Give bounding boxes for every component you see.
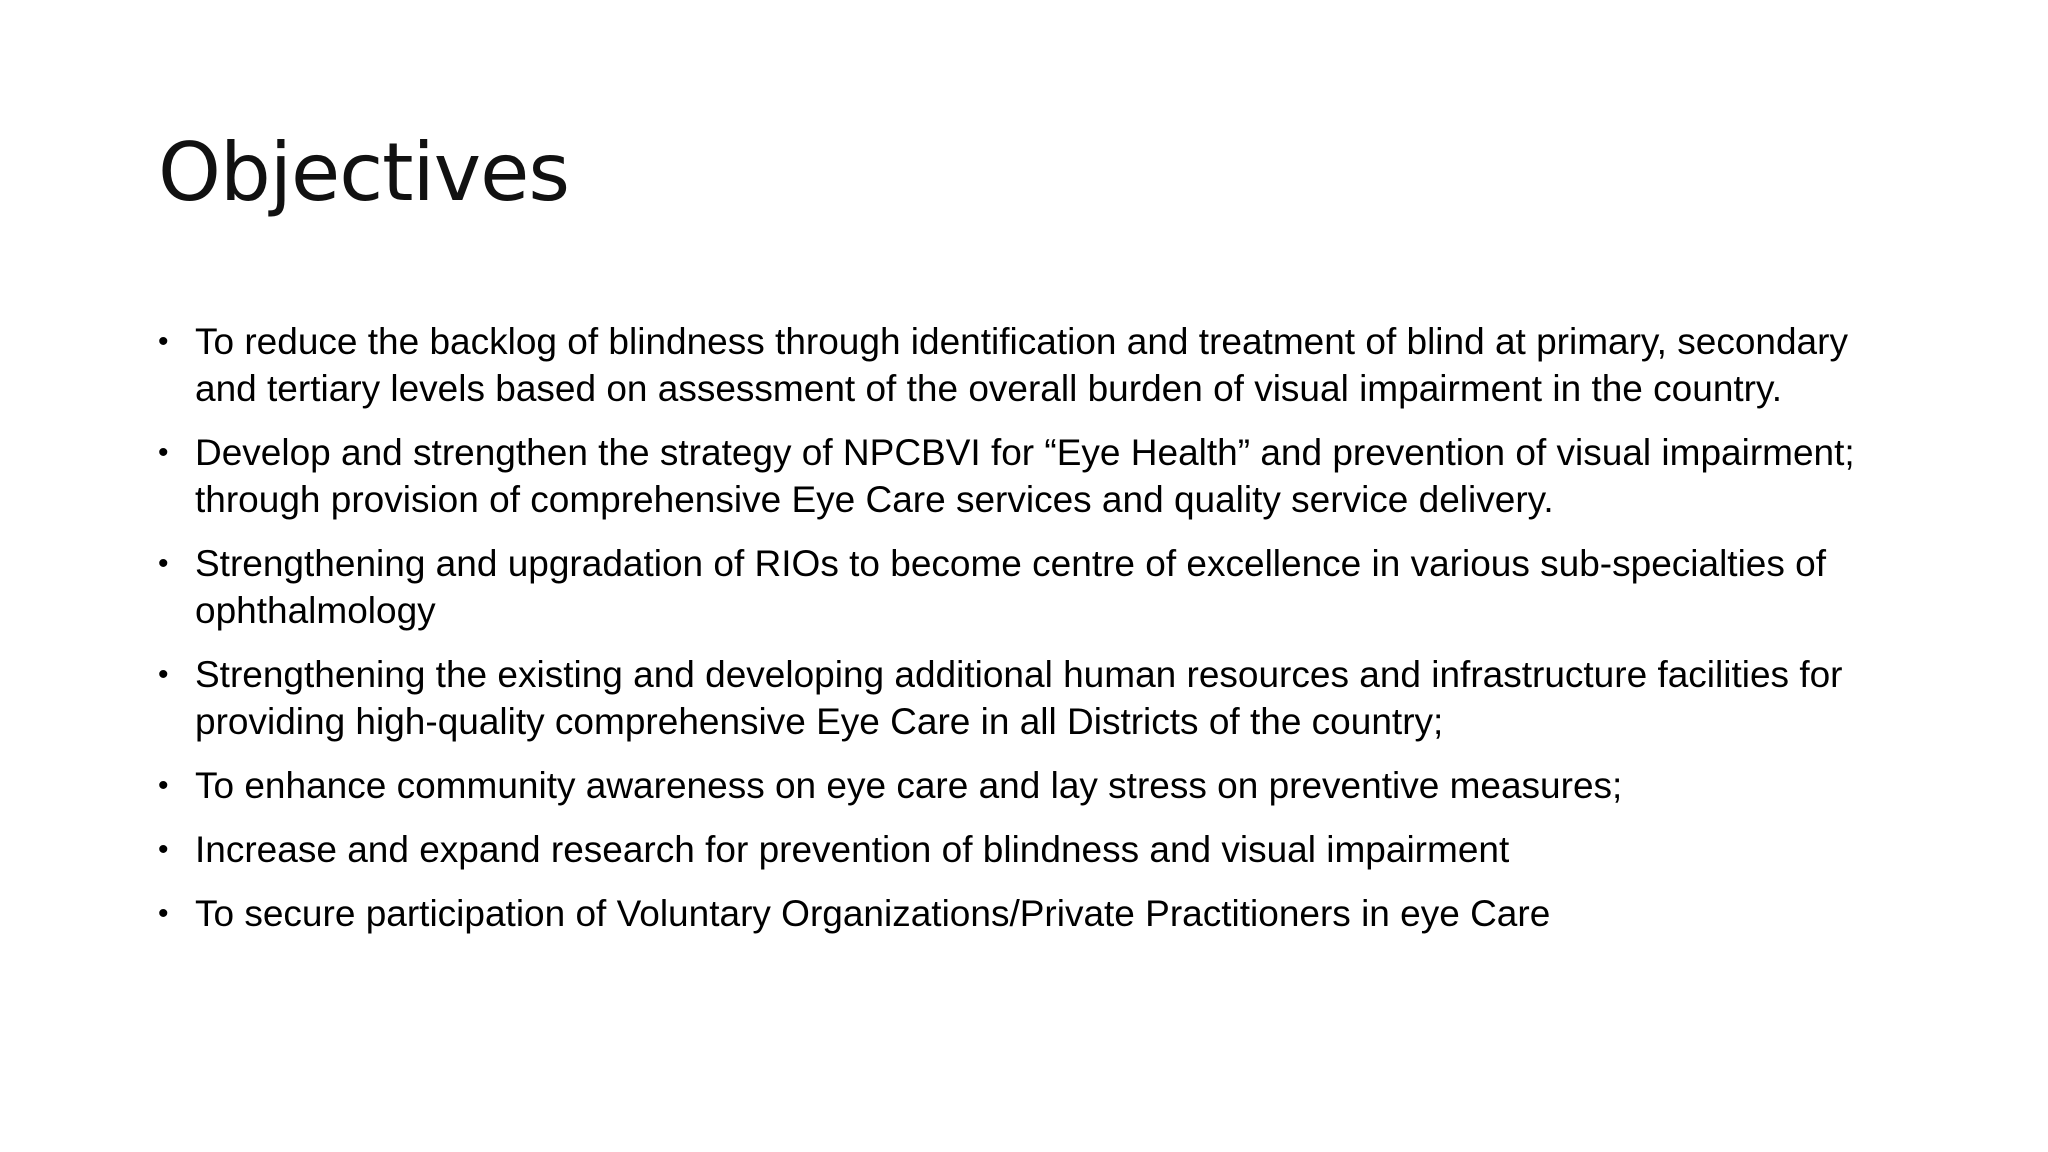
- bullet-text: Develop and strengthen the strategy of NPCBVI for “Eye Health” and prevention of visual impairment; through provision of comprehensive Eye Care services and quality service delivery.: [195, 432, 1855, 520]
- list-item: [158, 651, 1918, 745]
- bullet-icon: •: [158, 897, 169, 930]
- list-item: [158, 540, 1918, 634]
- bullet-text: Strengthening and upgradation of RIOs to become centre of excellence in various sub-specialties of ophthalmology: [195, 543, 1827, 631]
- bullet-icon: •: [158, 769, 169, 802]
- bullet-icon: •: [158, 325, 169, 358]
- bullet-icon: •: [158, 658, 169, 691]
- bullet-text: To reduce the backlog of blindness through identification and treatment of blind at primary, secondary and tertiary levels based on assessment of the overall burden of visual impairment in the country.: [195, 321, 1848, 409]
- bullet-icon: •: [158, 436, 169, 469]
- list-item: [158, 318, 1918, 412]
- bullet-icon: •: [158, 833, 169, 866]
- bullet-text: Strengthening the existing and developing additional human resources and infrastructure facilities for providing high-quality comprehensive Eye Care in all Districts of the country;: [195, 654, 1843, 742]
- slide-title: Objectives: [158, 126, 570, 219]
- objectives-list: [158, 318, 1918, 954]
- list-item: [158, 890, 1918, 937]
- list-item: [158, 762, 1918, 809]
- bullet-icon: •: [158, 547, 169, 580]
- bullet-text: To enhance community awareness on eye care and lay stress on preventive measures;: [195, 765, 1623, 806]
- bullet-text: Increase and expand research for prevention of blindness and visual impairment: [195, 829, 1510, 870]
- list-item: [158, 429, 1918, 523]
- list-item: [158, 826, 1918, 873]
- bullet-text: To secure participation of Voluntary Organizations/Private Practitioners in eye Care: [195, 893, 1551, 934]
